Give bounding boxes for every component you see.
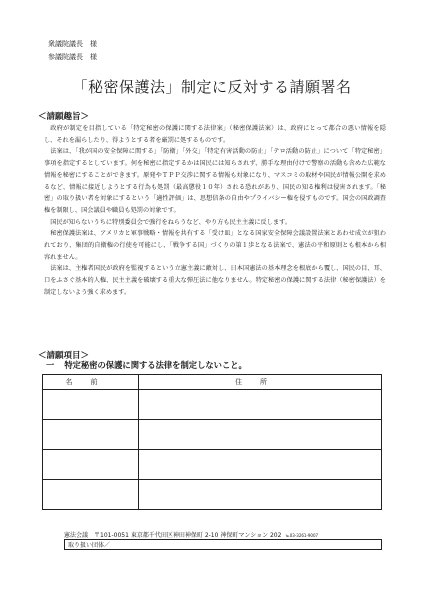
purpose-heading: ＜請願趣旨＞ <box>38 112 90 122</box>
purpose-body <box>44 123 386 299</box>
handling-organization-box[interactable] <box>64 539 382 550</box>
purpose-paragraph: 法案は、「我が国の安全保障に関する」「防衛」「外交」「特定有害活動の防止」「テロ活動の防止」について「特定秘密」事項を指定するとしています。何を秘密に指定するかは国民には知らされず、勝手な理由付けで警察の活動も含めた広範な情報を秘密にすることができます。原発やＴＰＰ交渉に関する情報も対象になり、マスコミの取材や国民が情報公開を求めるなど、情報に接近しようとする行為も処罰（最高懲役１０年）される恐れがあり、国民の知る権利は侵害されます。「秘密」の取り扱い者を対象にするという「適性評価」は、思想信条の自由やプライバシー権を侵すものです。国会の国政調査権を制限し、国会議員や職員も処罰の対象です。 <box>44 148 386 214</box>
purpose-paragraph: 法案は、主権者国民が政府を監視するという立憲主義に敵対し、日本国憲法の基本理念を根底から覆し、国民の目、耳、口をふさぐ基本的人権、民主主義を破壊する重大な弾圧法に他なりません。特定秘密の保護に関する法律（秘密保護法）を制定しないよう強く求めます。 <box>44 265 386 296</box>
handling-organization-label: 取り扱い団体／ <box>68 542 111 549</box>
footer-contact <box>64 530 318 539</box>
petition-title: 「秘密保護法」制定に反対する請願署名 <box>72 78 352 96</box>
purpose-paragraph: 国民が知らないうちに特別委員会で強行をねらうなど、やり方も民主主義に反します。 <box>50 218 292 226</box>
address-cell[interactable] <box>139 390 382 420</box>
addressee-lower-house: 衆議院議長 様 <box>48 40 97 48</box>
name-cell[interactable] <box>43 450 139 480</box>
address-cell[interactable] <box>139 420 382 450</box>
request-dash: 一 <box>46 360 55 370</box>
address-cell[interactable] <box>139 480 382 510</box>
name-column-header: 名前 <box>43 375 139 390</box>
address-column-header: 住所 <box>139 375 382 390</box>
signature-table-header <box>43 375 382 390</box>
signature-row <box>43 480 382 510</box>
name-cell[interactable] <box>43 390 139 420</box>
addressee-upper-house: 参議院議長 様 <box>48 53 97 61</box>
signature-row <box>43 450 382 480</box>
items-heading: ＜請願項目＞ <box>38 351 90 361</box>
footer-tel: ℡03-3261-9007 <box>285 533 319 538</box>
name-cell[interactable] <box>43 420 139 450</box>
name-cell[interactable] <box>43 480 139 510</box>
request-item <box>46 359 247 371</box>
request-item-text: 特定秘密の保護に関する法律を制定しないこと。 <box>64 360 247 370</box>
purpose-paragraph: 政府が制定を目指している「特定秘密の保護に関する法律案」（秘密保護法案）は、政府にとって都合の悪い情報を隠し、それを漏らしたり、得ようとする者を厳罰に処するものです。 <box>44 125 386 144</box>
footer-address: 東京都千代田区神田神保町 2-10 神保町マンション 202 <box>130 532 282 539</box>
signature-table <box>42 374 382 510</box>
footer-org: 憲法会議 <box>64 532 89 539</box>
signature-row <box>43 420 382 450</box>
addressees <box>48 38 97 64</box>
footer-postal: 〒101-0051 <box>94 532 129 539</box>
signature-row <box>43 390 382 420</box>
purpose-paragraph: 秘密保護法案は、アメリカと軍事戦略・情報を共有する「受け皿」となる国家安全保障会議設置法案とあわせ成立が狙われており、集団的自衛権の行使を可能にし、「戦争する国」づくりの第１歩となる法案で、憲法の平和原則とも根本から相容れません。 <box>44 230 386 261</box>
address-cell[interactable] <box>139 450 382 480</box>
